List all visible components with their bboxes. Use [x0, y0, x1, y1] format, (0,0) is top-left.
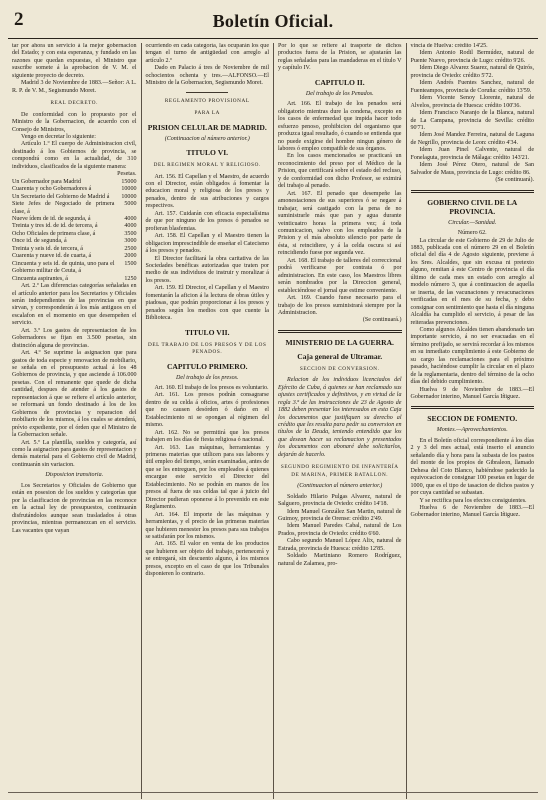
paragraph: La circular de este Gobierno de 29 de Julio de 1883, publicada con el número 29 en el Boletín oficial del día 4 de Agosto siguiente, previene á los Sres. Alcaldes, que sin excusa ni pretexto alguno, remitan á este Centro de provincia el día último de cada mes un estado con arreglo al modelo número 3, que á continuacion de aquella se inserta, de las vacunaciones y revacunaciones verificadas en el mes de su fecha, y debo consignar con sentimiento que hasta el día ninguna Alcaldía ha cumplido el servicio, á pesar de las reiteradas prevenciones.	[410, 237, 534, 326]
continuation-note: (Continuacion al número anterior.)	[164, 135, 250, 142]
continuation-note: (Se continuará).	[495, 177, 534, 184]
article: Art. 156. El Capellan y el Maestro, de acuerdo con el Director, están obligados á fomentar la educacion moral y religiosa de los presos y penados, dentro de sus atribuciones y cargos respectivos.	[145, 173, 269, 210]
staff-row	[12, 246, 137, 253]
credit-list	[411, 43, 535, 177]
article: Art. 165. El valor en venta de los productos que hubieren ser objeto del trabajo, pertenecerá y se entregará, sin descuento alguno, á los mismos presos, excepto en el caso de que los Tribunales disponieren lo contrario.	[145, 541, 269, 578]
staff-label: Ocho Oficiales de primera clase, á	[12, 230, 96, 237]
staff-row	[12, 201, 137, 216]
article: Art. 164. El importe de las máquinas y herramientas, y el precio de las primeras materias que hubieren menester los presos para sus trabajos se satisfarán por los mismos.	[145, 511, 269, 541]
staff-row	[12, 253, 137, 260]
dateline: Madrid 3 de Noviembre de 1883.—Señor: A L. R. P. de V. M., Segismundo Moret.	[12, 80, 137, 94]
credit-entry: Idem José Pérez Otero, natural de San Salvador de Maus, provincia de Lugo: crédito 86.	[410, 162, 534, 176]
article: Art. 166. El trabajo de los penados será obligatorio mientras dure la condena, excepto en los casos de enfermedad que impida hacer todo esfuerzo penoso, prohibicion del organismo que produzca igual resultado, ó cuando se entienda que no puede exigirse del hombre ningun género de labores ó empleo compatible de sus órganos.	[278, 101, 402, 152]
staff-amount: 3500	[124, 230, 137, 237]
paragraph: tar por ahora un servicio á la mejor gobernacion del Estado; y con esta esperanza, y fundado en las razones que quedan expuestas, el Ministro que suscribe somete á la aprobacion de V. M. el siguiente proyecto de decreto.	[12, 43, 137, 79]
staff-row	[12, 223, 137, 230]
section-heading: REAL DECRETO.	[50, 100, 99, 107]
credit-entry: Idem Diego Alvarez Suarez, natural de Quirós, provincia de Oviedo: crédito 5'72.	[410, 65, 534, 79]
staff-amount: 1250	[124, 275, 137, 282]
article: Art. 2.º Las diferencias categorías señaladas en el artículo anterior para los Secretarios y Oficiales serán independientes de las provincias en que sirvan, y corresponderán á los más antiguos en el escalafon en el momento en que desempeñen el servicio.	[12, 283, 137, 327]
article: Art. 169. Cuando fuese necesario para el trabajo de los presos suministrará siempre por la Administracion.	[278, 295, 402, 316]
paragraph: Vengo en decretar lo siguiente:	[21, 133, 96, 140]
article: Art. 162. No se permitirá que los presos trabajen en los días de fiesta religiosa ó nacional.	[145, 429, 269, 444]
continuation-note: (Se continuará.)	[362, 317, 402, 324]
divider	[186, 92, 228, 93]
page-number: 2	[14, 9, 24, 30]
staff-table	[12, 179, 137, 283]
section-heading: Disposicion transitoria.	[45, 472, 104, 479]
chapter-subheading: Del trabajo de los presos.	[176, 374, 239, 381]
staff-amount: 4000	[124, 223, 137, 230]
section-subheading: DEL REGIMEN MORAL Y RELIGIOSO.	[153, 162, 261, 169]
column-2	[141, 43, 274, 799]
article: Art. 161. Los presos podrán consagrarse dentro de su celda á oficios, artes ó profesiones que no causen desórden ó daño en el Establecimiento ni se opongan al régimen del mismo.	[145, 392, 269, 429]
staff-row	[12, 261, 137, 276]
credit-entry: Idem Manuel González San Martin, natural de Guimoy, provincia de Orense: crédito 2'49.	[278, 508, 402, 523]
column-4	[406, 43, 539, 799]
credit-entry: Cabo segundo Manuel López Alix, natural de Estrada, provincia de Huesca: crédito 12'85.	[278, 538, 402, 552]
staff-label: Siete Jefes de Negociado de primera clase, á	[12, 201, 115, 215]
section-heading: PRISION CELULAR DE MADRID.	[147, 122, 267, 132]
staff-label: Un Secretario del Gobierno de Madrid á	[12, 193, 110, 200]
staff-amount: 15000	[121, 178, 137, 185]
section-heading: Caja general de Ultramar.	[297, 351, 383, 361]
article: Art. 3.º Los gastos de representacion de los Gobernadores se fijan en 3.500 pesetas, sin distinción alguna de provincias.	[12, 327, 137, 349]
staff-label: Treinta y seis id. de tercera, á	[12, 245, 83, 252]
article: Art. 159. El Director, el Capellan y el Maestro fomentarán la aficion á la lectura de obras útiles y piadosas, que podrán proporcionar á los presos y penados según los medios con que cuente la Biblioteca.	[145, 285, 269, 322]
paragraph: ocurriendo en cada categoría, las ocuparán los que tengan el turno de antigüedad con arreglo al artículo 2.º	[145, 43, 269, 64]
staff-label: Cuarenta y nueve id. de cuarta, á	[12, 253, 92, 260]
dateline: Dado en Palacio á tres de Noviembre de mil ochocientos ochenta y tres.—ALFONSO.—El Ministro de la Gobernacion, Segismundo Moret.	[145, 65, 269, 87]
section-subheading: DEL TRABAJO DE LOS PRESOS Y DE LOS PENADOS.	[148, 341, 267, 356]
staff-label: Once id. de segunda, á	[12, 238, 67, 245]
article: Art. 158. El Capellan y el Maestro tienen la obligacion imprescindible de enseñar el Catecismo á los presos y penados.	[145, 233, 269, 255]
section-heading: SECCION DE FOMENTO.	[427, 414, 518, 424]
article: Art. 167. El penado que desempeñe las amonestaciones de sus superiores ó se negare á trabajar, será castigado con la pena de no suministrarle más que pan y agua durante veinticuatro horas la primera vez; á toda comunicacion, salvo con los empleados de la Prision y el más absoluto silencio por parte de ésta, si reincidiere, y á la celda oscura si así reincidiendo fuese por segunda vez.	[278, 190, 402, 257]
divider	[411, 406, 535, 409]
staff-amount: 3000	[124, 238, 137, 245]
footer-rule	[8, 792, 538, 793]
paragraph: De conformidad con lo propuesto por el Ministro de la Gobernacion, de acuerdo con el Consejo de Ministros,	[12, 111, 137, 133]
credit-entry: Idem Vicente Senoy Llorente, natural de Alvelos, provincia de Huesca: crédito 100'36.	[410, 95, 534, 109]
staff-amount: 2500	[124, 245, 137, 252]
staff-row	[12, 186, 137, 193]
credit-entry: Soldado Martiniano Romero Rodríguez, natural de Zalamea, pro-	[278, 553, 402, 567]
masthead	[8, 8, 538, 39]
credit-entry: Idem José Mandez Ferreira, natural de Laguna de Negrillo, provincia de Leon: crédito 4'34.	[410, 132, 534, 146]
section-heading: GOBIERNO CIVIL DE LA PROVINCIA.	[427, 197, 518, 216]
credit-entry: Idem Antonio Rodil Bermúdez, natural de Puente Nuevo, provincia de Lugo: crédito 9'26.	[410, 50, 534, 64]
staff-label: Un Gobernador para Madrid	[12, 178, 82, 185]
paragraph: Como algunos Alcaldes tienen abandonado tan importante servicio, á no ser evacuadas en el término prefijado, se servirá recordar á los mismos en su inmediato cumplimiento á este Gobierno de su cargo las reclamaciones para el próximo pasado, haciéndose cumplir la circular en el plazo de la reglamentaria, dentro del término de la ocho días del debido cumplimiento.	[410, 326, 534, 386]
ministry-heading: MINISTERIO DE LA GUERRA.	[285, 337, 394, 347]
credit-entry: Soldado Hilario Pulgas Alvarez, natural de Salguero, provincia de Oviedo: crédito 14'18.	[278, 493, 402, 508]
staff-row	[12, 194, 137, 201]
article: Art. 168. El trabajo de talleres del correccional podrá verificarse por contrata ó por administracion. En este caso, los Maestros libres serán nombrados por la Direccion general, estableciéndose el jornal que estime conveniente.	[278, 257, 402, 294]
article: El Director facilitará la obra caritativa de las Sociedades benéficas autorizadas que traten por medio de sus individuos de instruir y moralizar á los presos.	[145, 255, 269, 284]
paragraph: Los Secretarios y Oficiales de Gobierno que están en posesion de los sueldos y categorías que por la clasificacion de provincias en las reconoce en la actual ley de presupuestos, continuarán disfrutándolos aunque sean trasladados á otras provincias, mientras permanezcan en el servicio. Las vacantes que vayan	[12, 482, 137, 534]
credit-entry: vincia de Huelva: crédito 14'25.	[410, 43, 488, 49]
staff-label: Cincuenta y seis id. de quinta, uno para el Gobierno militar de Ceuta, á	[12, 260, 115, 275]
staff-amount: 1500	[124, 260, 137, 267]
article: Art. 4.º Se suprime la asignacion que para gastos de toda especie y renovacion de mobiliario, se señala en el presupuesto actual á los 48 Gobiernos de provincia, y que asciende á 106.000 pesetas. Con el remanente que quede de dicha cantidad, despues de atender á los gastos de representacion á que se refiere el artículo anterior, se reformará un fondo destinado á los de los Gobiernos de provincias y reparacion del mobiliario de los mismos, á los cuales se atenderá, prévio expediente, por el órden que el Ministro de la Gobernacion señale.	[12, 350, 137, 439]
staff-amount: 4000	[124, 215, 137, 222]
article: Art. 160. El trabajo de los presos es voluntario.	[154, 384, 269, 391]
paragraph: Y se rectifica para los efectos consiguientes.	[419, 497, 527, 504]
section-heading: REGLAMENTO PROVISIONAL	[164, 97, 250, 104]
article: Artículo 1.º El cuerpo de Administracion civil, destinado á los Gobiernos de provincia, se compondrá como en la actualidad, de 310 individuos, clasificados de la siguiente manera:	[12, 141, 137, 170]
paragraph: Relacion de los individuos licenciados del Ejército de Cuba, á quienes se han reclamado sus ajustes certificados y definitivos, y en virtud de la regla 3.ª de las instrucciones de 23 de Agosto de 1882 deben presentar los interesados en esta Caja los documentos que justifiquen su derecho al crédito que les resulta para pedir su conversion en títulos de la Deuda, teniendo entendido que los que desean hacer su reclamacion y presentados los documentos con abonaré debe solicitarlos, dejarán de hacerlo.	[278, 377, 402, 458]
section-subheading: SECCION DE CONVERSION.	[299, 365, 380, 372]
chapter-heading: CAPITULO PRIMERO.	[166, 361, 248, 371]
regiment-heading: SEGUNDO REGIMIENTO DE INFANTERÍA DE MARINA, PRIMER BATALLON.	[280, 464, 399, 478]
pesetas-header	[12, 171, 137, 178]
divider	[411, 190, 535, 193]
article: Art. 157. Cuidarán con eficacia especialísima de que por ninguno de los presos ó penados se profieran blasfemias.	[145, 210, 269, 232]
chapter-subheading: Del trabajo de los Penados.	[305, 90, 374, 97]
credit-list	[278, 494, 402, 569]
staff-label: Treinta y tres id. de id. de tercera, á	[12, 223, 98, 230]
article: En los casos mencionados se practicará un reconocimiento del preso por el Médico de la Prision, que certificará sobre el estado del recluso, y de conformidad con dicho Profesor, se eximirá del trabajo al penado.	[278, 153, 402, 190]
article: Art. 5.º La plantilla, sueldos y categoría, así como la asignacion para gastos de representacion y demás material para el Gobierno civil de Madrid, continuarán sin variacion.	[12, 439, 137, 468]
paragraph: Por lo que se refiere al trasporte de dichos productos fuera de la Prision, se ajustarán las reglas señaladas para las mandaderas en el título V y capítulo IV.	[278, 43, 402, 72]
chapter-heading: CAPITULO II.	[314, 77, 365, 87]
staff-amount: 10000	[121, 193, 137, 200]
publication-title: Boletín Oficial.	[212, 11, 334, 31]
dateline: Huelva 6 de Noviembre de 1883.—El Gobernador interino, Manuel García Iñiguez.	[410, 505, 534, 519]
article: Art. 163. Las máquinas, herramientas y primeras materias que utilicen para sus labores y útil empleo del tiempo, serán examinadas, antes de que se les entreguen, por los empleados á quienes encargue este servicio el Director del Establecimiento. No se podrán en manos de los presos al fuera de sus celdas tal que á juicio del Director pudieran oponerse á lo prevenido en este Reglamento.	[145, 444, 269, 511]
section-subheading: PARA LA	[194, 110, 220, 117]
staff-row	[12, 216, 137, 223]
paragraph: En el Boletín oficial correspondiente á los días 2 y 3 del mes actual, está inserto el anuncio señalando día y hora para la subasta de los pastos del monte de los propios de Gibraleon, llamado Dehesa del Coto Blanco, habiéndose padecido la equivocacion de consignar 100 pesetas en lugar de 1000, que es el tipo de tasacion de dichos pastos y por cuya cantidad se subastan.	[410, 437, 534, 497]
staff-label: Cincuenta aspirantes, á	[12, 275, 68, 282]
staff-amount: 2000	[124, 253, 137, 260]
credit-entry: Idem Andrés Fuentes Sanchez, natural de Fuenteampos, provincia de Coruña: crédito 13'59.	[410, 80, 534, 94]
continuation-note: (Continuacion al número anterior.)	[297, 483, 383, 490]
column-3	[273, 43, 406, 799]
column-1	[8, 43, 141, 799]
section-subheading: Circular.—Sanidad.	[448, 219, 497, 226]
staff-label: Nueve ídem de id. de segunda, á	[12, 215, 91, 222]
circular-number: Número 62.	[457, 230, 487, 237]
divider	[278, 330, 402, 333]
credit-entry: Idem Manuel Paredes Cabal, natural de Los Prados, provincia de Oviedo: crédito 6'60.	[278, 523, 402, 537]
staff-amount: 10000	[121, 186, 137, 193]
section-subheading: Montes.—Aprovechamientos.	[436, 427, 508, 434]
pesetas-label: Pesetas.	[117, 171, 137, 178]
text-columns	[8, 43, 538, 799]
staff-amount: 5000	[124, 201, 137, 208]
credit-entry: Idem Francisco Naranjo de la Blanca, natural de La Campana, provincia de Sevilla: crédito 90'71.	[410, 110, 534, 131]
credit-entry: Idem Juan Pinel Calvente, natural de Fonelaguta, provincia de Málaga: crédito 143'21.	[410, 147, 534, 161]
staff-row	[12, 276, 137, 283]
staff-row	[12, 179, 137, 186]
title-heading: TITULO VI.	[186, 148, 229, 158]
title-heading: TITULO VII.	[184, 327, 230, 337]
staff-label: Cuarenta y ocho Gobernadores á	[12, 186, 92, 193]
staff-row	[12, 231, 137, 238]
staff-row	[12, 238, 137, 245]
dateline: Huelva 9 de Noviembre de 1883.—El Gobernador interino, Manuel García Iñiguez.	[410, 386, 534, 401]
